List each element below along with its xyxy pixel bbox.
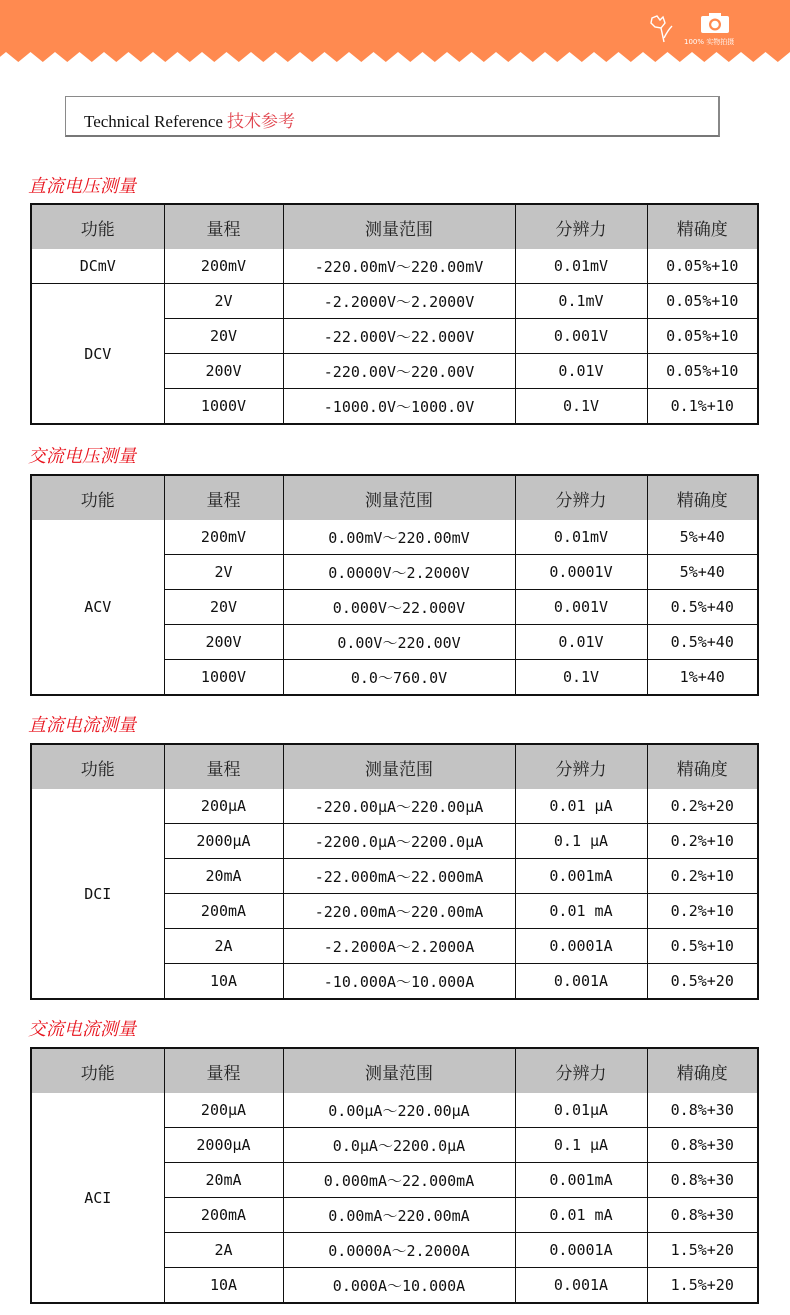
measure-range-cell: -220.00V～220.00V xyxy=(283,354,515,389)
column-header: 功能 xyxy=(31,1048,164,1093)
resolution-cell: 0.001mA xyxy=(515,1163,647,1198)
column-header: 精确度 xyxy=(647,744,758,789)
range-cell: 200mV xyxy=(164,249,283,284)
resolution-cell: 0.01 μA xyxy=(515,789,647,824)
resolution-cell: 0.1V xyxy=(515,660,647,696)
table-header-row xyxy=(31,204,758,249)
range-cell: 2A xyxy=(164,929,283,964)
resolution-cell: 0.001mA xyxy=(515,859,647,894)
column-header: 量程 xyxy=(164,1048,283,1093)
range-cell: 20V xyxy=(164,319,283,354)
column-header: 量程 xyxy=(164,475,283,520)
resolution-cell: 0.1mV xyxy=(515,284,647,319)
table-row xyxy=(31,520,758,555)
camera-icon xyxy=(700,12,730,34)
measure-range-cell: -2200.0μA～2200.0μA xyxy=(283,824,515,859)
accuracy-cell: 0.5%+20 xyxy=(647,964,758,1000)
column-header: 量程 xyxy=(164,744,283,789)
resolution-cell: 0.01V xyxy=(515,625,647,660)
title-english: Technical Reference xyxy=(84,112,223,131)
accuracy-cell: 0.8%+30 xyxy=(647,1093,758,1128)
measure-range-cell: 0.000A～10.000A xyxy=(283,1268,515,1304)
resolution-cell: 0.01 mA xyxy=(515,1198,647,1233)
accuracy-cell: 5%+40 xyxy=(647,555,758,590)
accuracy-cell: 0.8%+30 xyxy=(647,1128,758,1163)
measure-range-cell: -2.2000A～2.2000A xyxy=(283,929,515,964)
measure-range-cell: -22.000mA～22.000mA xyxy=(283,859,515,894)
accuracy-cell: 0.05%+10 xyxy=(647,319,758,354)
column-header: 测量范围 xyxy=(283,744,515,789)
column-header: 分辨力 xyxy=(515,1048,647,1093)
measure-range-cell: -220.00mV～220.00mV xyxy=(283,249,515,284)
table-header-row xyxy=(31,1048,758,1093)
accuracy-cell: 0.2%+20 xyxy=(647,789,758,824)
range-cell: 20mA xyxy=(164,859,283,894)
range-cell: 2V xyxy=(164,284,283,319)
range-cell: 20V xyxy=(164,590,283,625)
spec-table xyxy=(30,1047,759,1304)
measure-range-cell: -10.000A～10.000A xyxy=(283,964,515,1000)
section-title: 直流电流测量 xyxy=(28,715,136,736)
accuracy-cell: 0.2%+10 xyxy=(647,859,758,894)
resolution-cell: 0.001A xyxy=(515,1268,647,1304)
resolution-cell: 0.0001V xyxy=(515,555,647,590)
range-cell: 200μA xyxy=(164,789,283,824)
column-header: 分辨力 xyxy=(515,204,647,249)
accuracy-cell: 0.1%+10 xyxy=(647,389,758,425)
table-row xyxy=(31,284,758,319)
accuracy-cell: 0.8%+30 xyxy=(647,1198,758,1233)
column-header: 功能 xyxy=(31,475,164,520)
column-header: 测量范围 xyxy=(283,204,515,249)
column-header: 分辨力 xyxy=(515,475,647,520)
column-header: 精确度 xyxy=(647,1048,758,1093)
function-cell: ACI xyxy=(31,1093,164,1303)
table-row xyxy=(31,1093,758,1128)
accuracy-cell: 1.5%+20 xyxy=(647,1268,758,1304)
header-banner xyxy=(0,0,790,64)
accuracy-cell: 1.5%+20 xyxy=(647,1233,758,1268)
measure-range-cell: 0.00μA～220.00μA xyxy=(283,1093,515,1128)
accuracy-cell: 0.5%+40 xyxy=(647,590,758,625)
measure-range-cell: 0.0～760.0V xyxy=(283,660,515,696)
measure-range-cell: -220.00μA～220.00μA xyxy=(283,789,515,824)
range-cell: 10A xyxy=(164,964,283,1000)
resolution-cell: 0.001A xyxy=(515,964,647,1000)
accuracy-cell: 0.05%+10 xyxy=(647,249,758,284)
spec-table xyxy=(30,474,759,696)
column-header: 分辨力 xyxy=(515,744,647,789)
accuracy-cell: 0.2%+10 xyxy=(647,894,758,929)
section-title: 直流电压测量 xyxy=(28,176,136,197)
function-cell: DCV xyxy=(31,284,164,425)
measure-range-cell: 0.0μA～2200.0μA xyxy=(283,1128,515,1163)
resolution-cell: 0.01mV xyxy=(515,520,647,555)
badge-text: 100% 实物拍摄 xyxy=(684,38,735,46)
resolution-cell: 0.1V xyxy=(515,389,647,425)
accuracy-cell: 1%+40 xyxy=(647,660,758,696)
range-cell: 2000μA xyxy=(164,1128,283,1163)
photo-badge xyxy=(644,10,764,50)
column-header: 功能 xyxy=(31,744,164,789)
range-cell: 2A xyxy=(164,1233,283,1268)
range-cell: 20mA xyxy=(164,1163,283,1198)
measure-range-cell: 0.00mA～220.00mA xyxy=(283,1198,515,1233)
section-title: 交流电流测量 xyxy=(28,1019,136,1040)
spec-table xyxy=(30,743,759,1000)
function-cell: DCI xyxy=(31,789,164,999)
measure-range-cell: 0.00mV～220.00mV xyxy=(283,520,515,555)
range-cell: 200V xyxy=(164,354,283,389)
range-cell: 200mA xyxy=(164,1198,283,1233)
resolution-cell: 0.01V xyxy=(515,354,647,389)
column-header: 精确度 xyxy=(647,475,758,520)
page-title xyxy=(84,107,295,132)
range-cell: 200mA xyxy=(164,894,283,929)
flower-icon xyxy=(648,14,674,44)
accuracy-cell: 0.8%+30 xyxy=(647,1163,758,1198)
function-cell: ACV xyxy=(31,520,164,695)
measure-range-cell: -220.00mA～220.00mA xyxy=(283,894,515,929)
table-header-row xyxy=(31,744,758,789)
title-box xyxy=(65,96,720,137)
range-cell: 200μA xyxy=(164,1093,283,1128)
range-cell: 1000V xyxy=(164,660,283,696)
resolution-cell: 0.01mV xyxy=(515,249,647,284)
column-header: 测量范围 xyxy=(283,475,515,520)
measure-range-cell: 0.000mA～22.000mA xyxy=(283,1163,515,1198)
column-header: 功能 xyxy=(31,204,164,249)
resolution-cell: 0.01μA xyxy=(515,1093,647,1128)
spec-table xyxy=(30,203,759,425)
measure-range-cell: -1000.0V～1000.0V xyxy=(283,389,515,425)
table-row xyxy=(31,249,758,284)
table-row xyxy=(31,789,758,824)
accuracy-cell: 0.05%+10 xyxy=(647,284,758,319)
measure-range-cell: 0.000V～22.000V xyxy=(283,590,515,625)
measure-range-cell: 0.0000A～2.2000A xyxy=(283,1233,515,1268)
title-chinese: 技术参考 xyxy=(226,112,295,131)
resolution-cell: 0.0001A xyxy=(515,929,647,964)
measure-range-cell: -2.2000V～2.2000V xyxy=(283,284,515,319)
range-cell: 10A xyxy=(164,1268,283,1304)
resolution-cell: 0.1 μA xyxy=(515,824,647,859)
accuracy-cell: 0.05%+10 xyxy=(647,354,758,389)
resolution-cell: 0.0001A xyxy=(515,1233,647,1268)
measure-range-cell: -22.000V～22.000V xyxy=(283,319,515,354)
column-header: 精确度 xyxy=(647,204,758,249)
range-cell: 2V xyxy=(164,555,283,590)
column-header: 量程 xyxy=(164,204,283,249)
table-header-row xyxy=(31,475,758,520)
range-cell: 2000μA xyxy=(164,824,283,859)
range-cell: 200mV xyxy=(164,520,283,555)
resolution-cell: 0.1 μA xyxy=(515,1128,647,1163)
resolution-cell: 0.001V xyxy=(515,319,647,354)
range-cell: 200V xyxy=(164,625,283,660)
accuracy-cell: 0.2%+10 xyxy=(647,824,758,859)
accuracy-cell: 5%+40 xyxy=(647,520,758,555)
measure-range-cell: 0.00V～220.00V xyxy=(283,625,515,660)
range-cell: 1000V xyxy=(164,389,283,425)
column-header: 测量范围 xyxy=(283,1048,515,1093)
accuracy-cell: 0.5%+40 xyxy=(647,625,758,660)
resolution-cell: 0.01 mA xyxy=(515,894,647,929)
accuracy-cell: 0.5%+10 xyxy=(647,929,758,964)
function-cell: DCmV xyxy=(31,249,164,284)
section-title: 交流电压测量 xyxy=(28,446,136,467)
measure-range-cell: 0.0000V～2.2000V xyxy=(283,555,515,590)
resolution-cell: 0.001V xyxy=(515,590,647,625)
